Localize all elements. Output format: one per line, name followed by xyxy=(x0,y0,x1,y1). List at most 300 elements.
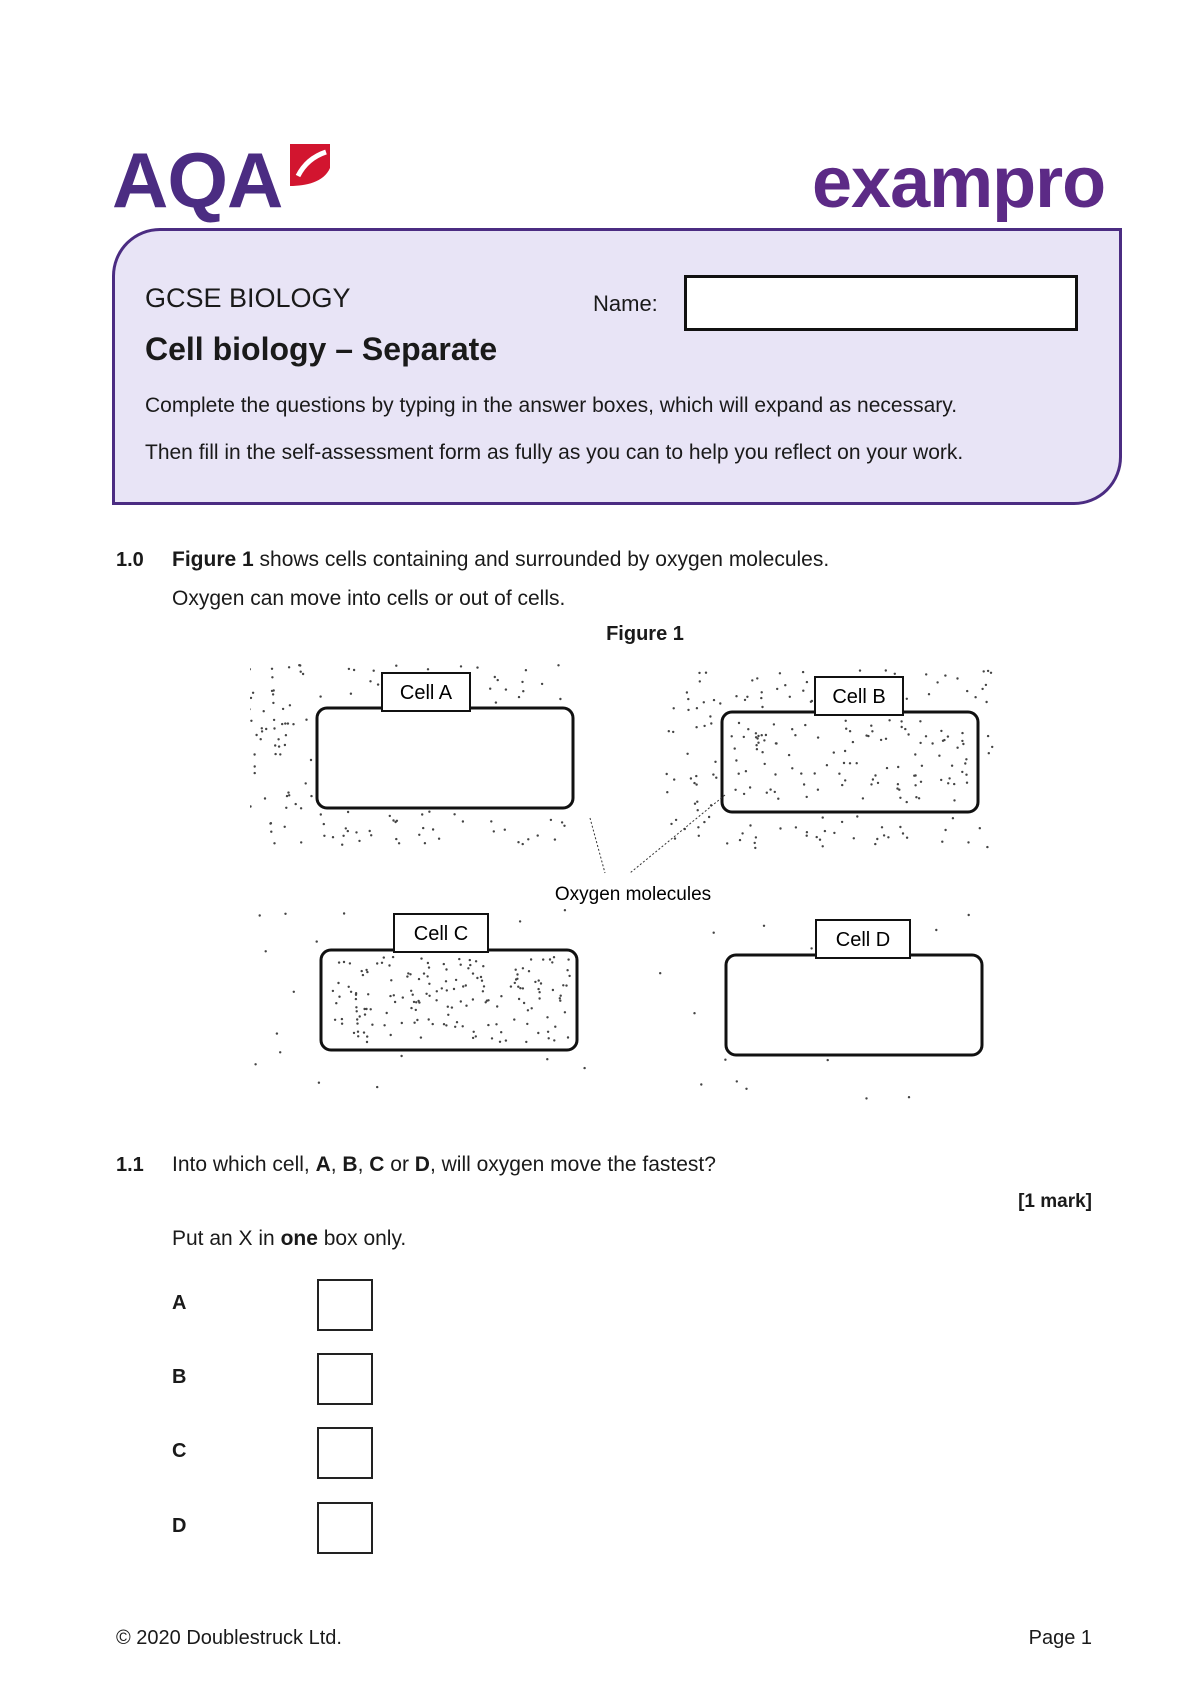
oxygen-dot xyxy=(446,989,448,991)
oxygen-dot xyxy=(538,997,540,999)
instruction-line-1: Complete the questions by typing in the answer boxes, which will expand as necessary. xyxy=(145,394,958,417)
oxygen-dot xyxy=(475,960,477,962)
oxygen-dot xyxy=(525,1041,527,1043)
oxygen-dot xyxy=(481,980,483,982)
oxygen-dot xyxy=(355,831,357,833)
oxygen-dot xyxy=(250,697,252,699)
oxygen-dot xyxy=(735,695,737,697)
oxygen-dot xyxy=(253,753,255,755)
oxygen-dot xyxy=(872,778,874,780)
oxygen-dot xyxy=(456,1021,458,1023)
oxygen-dot xyxy=(697,809,699,811)
instruction-line-2: Then fill in the self-assessment form as fully as you can to help you reflect on your work. xyxy=(145,441,964,464)
oxygen-dot xyxy=(338,961,340,963)
oxygen-dot xyxy=(983,670,985,672)
oxygen-dot xyxy=(806,831,808,833)
oxygen-dot xyxy=(754,847,756,849)
oxygen-dot xyxy=(810,947,812,949)
oxygen-dot xyxy=(693,1012,695,1014)
oxygen-dot xyxy=(254,1063,256,1065)
oxygen-dot xyxy=(674,837,676,839)
oxygen-dot xyxy=(906,837,908,839)
oxygen-dot xyxy=(370,1008,372,1010)
oxygen-dot xyxy=(514,982,516,984)
oxygen-dot xyxy=(757,735,759,737)
oxygen-dot xyxy=(357,1035,359,1037)
oxygen-dot xyxy=(697,826,699,828)
oxygen-dot xyxy=(819,839,821,841)
oxygen-dot xyxy=(407,972,409,974)
oxygen-dot xyxy=(913,775,915,777)
oxygen-dot xyxy=(496,1005,498,1007)
oxygen-dot xyxy=(300,807,302,809)
oxygen-dot xyxy=(881,826,883,828)
oxygen-dot xyxy=(299,664,301,666)
oxygen-dot xyxy=(300,671,302,673)
oxygen-dot xyxy=(774,791,776,793)
oxygen-dot xyxy=(852,741,854,743)
oxygen-dot xyxy=(310,795,312,797)
marks-label: [1 mark] xyxy=(1018,1191,1092,1212)
oxygen-dot xyxy=(255,734,257,736)
oxygen-dot xyxy=(271,668,273,670)
oxygen-dot xyxy=(833,751,835,753)
oxygen-dot xyxy=(925,735,927,737)
oxygen-dot xyxy=(348,986,350,988)
oxygen-dot xyxy=(944,674,946,676)
oxygen-dot xyxy=(900,720,902,722)
oxygen-dot xyxy=(710,722,712,724)
oxygen-dot xyxy=(887,836,889,838)
oxygen-dot xyxy=(761,706,763,708)
oxygen-dot xyxy=(856,762,858,764)
oxygen-dot xyxy=(549,958,551,960)
oxygen-dot xyxy=(703,725,705,727)
oxygen-dot xyxy=(359,1015,361,1017)
oxygen-dot xyxy=(260,738,262,740)
cell-b-label: Cell B xyxy=(832,686,886,708)
oxygen-dot xyxy=(942,740,944,742)
oxygen-dot xyxy=(540,982,542,984)
oxygen-dot xyxy=(739,839,741,841)
oxygen-dot xyxy=(538,991,540,993)
oxygen-dot xyxy=(522,987,524,989)
oxygen-dot xyxy=(469,964,471,966)
oxygen-dot xyxy=(383,1024,385,1026)
oxygen-dot xyxy=(817,736,819,738)
oxygen-dot xyxy=(877,782,879,784)
oxygen-dot xyxy=(956,677,958,679)
aqa-swoosh-icon xyxy=(284,138,334,190)
oxygen-dot xyxy=(476,977,478,979)
oxygen-dot xyxy=(495,1023,497,1025)
oxygen-dot xyxy=(453,988,455,990)
oxygen-dot xyxy=(673,707,675,709)
oxygen-dot xyxy=(914,753,916,755)
oxygen-dot xyxy=(918,797,920,799)
oxygen-dot xyxy=(564,909,566,911)
oxygen-dot xyxy=(554,1026,556,1028)
oxygen-dot xyxy=(345,827,347,829)
oxygen-dot xyxy=(557,664,559,666)
oxygen-dot xyxy=(438,838,440,840)
oxygen-dot xyxy=(428,995,430,997)
oxygen-dot xyxy=(746,696,748,698)
oxygen-dot xyxy=(497,679,499,681)
oxygen-dot xyxy=(519,987,521,989)
oxygen-dot xyxy=(897,766,899,768)
oxygen-dot xyxy=(271,676,273,678)
oxygen-dot xyxy=(804,724,806,726)
copyright: © 2020 Doublestruck Ltd. xyxy=(116,1627,342,1649)
cell-d-label: Cell D xyxy=(835,929,891,951)
oxygen-dot xyxy=(894,673,896,675)
oxygen-dot xyxy=(668,730,670,732)
oxygen-dot xyxy=(883,834,885,836)
oxygen-dot xyxy=(904,728,906,730)
oxygen-dot xyxy=(278,745,280,747)
oxygen-dot xyxy=(527,1009,529,1011)
oxygen-dot xyxy=(713,932,715,934)
oxygen-dot xyxy=(350,693,352,695)
oxygen-dot xyxy=(659,972,661,974)
oxygen-dot xyxy=(802,671,804,673)
oxygen-dot xyxy=(874,774,876,776)
oxygen-dot xyxy=(250,708,251,710)
oxygen-dot xyxy=(356,1018,358,1020)
oxygen-dot xyxy=(564,1011,566,1013)
oxygen-dot xyxy=(763,739,765,741)
oxygen-dot xyxy=(794,734,796,736)
oxygen-dot xyxy=(991,746,993,748)
oxygen-dot xyxy=(814,772,816,774)
oxygen-dot xyxy=(673,778,675,780)
oxygen-dot xyxy=(261,730,263,732)
oxygen-dot xyxy=(305,782,307,784)
oxygen-dot xyxy=(284,744,286,746)
oxygen-dot xyxy=(686,691,688,693)
oxygen-dot xyxy=(990,672,992,674)
oxygen-dot xyxy=(760,697,762,699)
oxygen-dot xyxy=(366,1041,368,1043)
oxygen-dot xyxy=(672,731,674,733)
oxygen-dot xyxy=(542,958,544,960)
oxygen-dot xyxy=(285,734,287,736)
oxygen-dot xyxy=(966,690,968,692)
oxygen-dot xyxy=(413,1022,415,1024)
oxygen-dot xyxy=(493,830,495,832)
oxygen-dot xyxy=(522,843,524,845)
oxygen-dot xyxy=(962,743,964,745)
oxygen-dot xyxy=(350,991,352,993)
aqa-logo-text: AQA xyxy=(112,136,283,224)
oxygen-dot xyxy=(568,975,570,977)
oxygen-dot xyxy=(355,1006,357,1008)
oxygen-dot xyxy=(428,966,430,968)
oxygen-dot xyxy=(726,842,728,844)
oxygen-dot xyxy=(907,733,909,735)
oxygen-dot xyxy=(347,830,349,832)
oxygen-dot xyxy=(420,957,422,959)
oxygen-dot xyxy=(696,707,698,709)
oxygen-dot xyxy=(355,998,357,1000)
oxygen-dot xyxy=(273,727,275,729)
oxygen-dot xyxy=(714,761,716,763)
oxygen-dot xyxy=(361,970,363,972)
oxygen-dot xyxy=(936,681,938,683)
oxygen-dot xyxy=(953,783,955,785)
cell-c-outline xyxy=(321,950,577,1050)
oxygen-dot xyxy=(902,832,904,834)
oxygen-dot xyxy=(968,914,970,916)
oxygen-dot xyxy=(451,1006,453,1008)
figure-reference: Figure 1 xyxy=(172,548,254,571)
oxygen-dot xyxy=(764,763,766,765)
oxygen-dot xyxy=(447,1006,449,1008)
oxygen-dot xyxy=(425,993,427,995)
oxygen-dot xyxy=(928,693,930,695)
oxygen-dot xyxy=(376,962,378,964)
oxygen-dot xyxy=(698,672,700,674)
oxygen-dot xyxy=(285,807,287,809)
oxygen-dot xyxy=(435,999,437,1001)
oxygen-dot xyxy=(765,734,767,736)
oxygen-dot xyxy=(838,773,840,775)
option-c-checkbox[interactable] xyxy=(317,1427,373,1479)
cell-b-outline xyxy=(722,712,978,812)
oxygen-dot xyxy=(490,820,492,822)
oxygen-dot xyxy=(756,737,758,739)
oxygen-dot xyxy=(284,913,286,915)
oxygen-dot xyxy=(472,972,474,974)
oxygen-dot xyxy=(965,758,967,760)
oxygen-dot xyxy=(849,730,851,732)
oxygen-dot xyxy=(537,988,539,990)
oxygen-dot xyxy=(703,821,705,823)
oxygen-dot xyxy=(453,813,455,815)
oxygen-dot xyxy=(276,1032,278,1034)
oxygen-dot xyxy=(755,744,757,746)
oxygen-dot xyxy=(432,828,434,830)
oxygen-dot xyxy=(940,779,942,781)
oxygen-dot xyxy=(513,1018,515,1020)
oxygen-dot xyxy=(952,817,954,819)
oxygen-dot xyxy=(938,755,940,757)
oxygen-dot xyxy=(443,963,445,965)
oxygen-dot xyxy=(817,789,819,791)
oxygen-dot xyxy=(445,980,447,982)
oxygen-dot xyxy=(941,841,943,843)
option-a-checkbox[interactable] xyxy=(317,1279,373,1331)
oxygen-dot xyxy=(795,826,797,828)
oxygen-dot xyxy=(421,813,423,815)
question-1-1-text: Into which cell, A, B, C or D, will oxygen move the fastest? xyxy=(172,1153,716,1176)
oxygen-dot xyxy=(390,1034,392,1036)
oxygen-dot xyxy=(695,783,697,785)
oxygen-dot xyxy=(462,1025,464,1027)
oxygen-dot xyxy=(822,845,824,847)
oxygen-dot xyxy=(269,822,271,824)
oxygen-dot xyxy=(775,742,777,744)
oxygen-dot xyxy=(947,735,949,737)
oxygen-dot xyxy=(695,726,697,728)
subject-title: GCSE BIOLOGY xyxy=(145,283,351,313)
oxygen-dot xyxy=(274,744,276,746)
oxygen-dot xyxy=(845,728,847,730)
oxygen-dot xyxy=(537,1032,539,1034)
oxygen-dot xyxy=(476,666,478,668)
oxygen-dot xyxy=(522,967,524,969)
oxygen-dot xyxy=(337,982,339,984)
oxygen-dot xyxy=(389,815,391,817)
oxygen-dot xyxy=(395,838,397,840)
oxygen-dot xyxy=(445,968,447,970)
oxygen-dot xyxy=(806,681,808,683)
oxygen-dot xyxy=(856,815,858,817)
oxygen-dot xyxy=(422,827,424,829)
oxygen-dot xyxy=(944,829,946,831)
oxygen-dot xyxy=(961,771,963,773)
option-d-checkbox[interactable] xyxy=(317,1502,373,1554)
name-label: Name: xyxy=(593,291,658,316)
oxygen-molecules-label: Oxygen molecules xyxy=(554,884,712,905)
oxygen-dot xyxy=(300,841,302,843)
oxygen-dot xyxy=(273,842,275,844)
oxygen-dot xyxy=(272,702,274,704)
oxygen-dot xyxy=(987,670,989,672)
oxygen-dot xyxy=(761,734,763,736)
oxygen-dot xyxy=(480,976,482,978)
oxygen-dot xyxy=(789,696,791,698)
oxygen-dot xyxy=(551,961,553,963)
oxygen-dot xyxy=(738,773,740,775)
oxygen-dot xyxy=(427,668,429,670)
oxygen-dot xyxy=(413,1001,415,1003)
oxygen-dot xyxy=(964,762,966,764)
oxygen-dot xyxy=(788,754,790,756)
figure-1-diagram xyxy=(250,655,1040,1105)
oxygen-dot xyxy=(546,1058,548,1060)
oxygen-dot xyxy=(288,666,290,668)
oxygen-dot xyxy=(370,834,372,836)
oxygen-dot xyxy=(254,765,256,767)
oxygen-dot xyxy=(888,719,890,721)
oxygen-dot xyxy=(482,965,484,967)
oxygen-dot xyxy=(482,990,484,992)
exampro-logo xyxy=(812,142,1130,224)
oxygen-dot xyxy=(358,840,360,842)
oxygen-dot xyxy=(472,998,474,1000)
oxygen-dot xyxy=(343,912,345,914)
oxygen-dot xyxy=(967,841,969,843)
oxygen-dot xyxy=(766,792,768,794)
oxygen-dot xyxy=(844,750,846,752)
oxygen-dot xyxy=(292,723,294,725)
oxygen-dot xyxy=(844,779,846,781)
oxygen-dot xyxy=(731,735,733,737)
oxygen-dot xyxy=(415,1001,417,1003)
name-field[interactable] xyxy=(684,275,1078,331)
oxygen-dot xyxy=(428,811,430,813)
oxygen-dot xyxy=(353,669,355,671)
figure-title: Figure 1 xyxy=(606,623,684,645)
oxygen-dot xyxy=(686,753,688,755)
oxygen-dot xyxy=(699,680,701,682)
oxygen-dot xyxy=(475,1035,477,1037)
oxygen-dot xyxy=(690,777,692,779)
oxygen-dot xyxy=(500,1031,502,1033)
oxygen-dot xyxy=(554,838,556,840)
oxygen-dot xyxy=(390,979,392,981)
oxygen-dot xyxy=(981,688,983,690)
oxygen-dot xyxy=(921,765,923,767)
question-text-line-2: Oxygen can move into cells or out of cells. xyxy=(172,587,566,610)
oxygen-dot xyxy=(755,732,757,734)
oxygen-dot xyxy=(356,1010,358,1012)
oxygen-dot xyxy=(523,1002,525,1004)
oxygen-dot xyxy=(919,742,921,744)
oxygen-dot xyxy=(687,709,689,711)
oxygen-dot xyxy=(988,752,990,754)
oxygen-dot xyxy=(521,681,523,683)
oxygen-dot xyxy=(541,683,543,685)
oxygen-dot xyxy=(885,669,887,671)
oxygen-dot xyxy=(779,672,781,674)
oxygen-dot xyxy=(424,842,426,844)
oxygen-dot xyxy=(559,1000,561,1002)
oxygen-dot xyxy=(940,730,942,732)
oxygen-dot xyxy=(666,773,668,775)
oxygen-dot xyxy=(843,762,845,764)
oxygen-dot xyxy=(527,838,529,840)
oxygen-dot xyxy=(381,962,383,964)
oxygen-dot xyxy=(447,1014,449,1016)
oxygen-dot xyxy=(281,723,283,725)
oxygen-dot xyxy=(562,984,564,986)
oxygen-dot xyxy=(279,753,281,755)
oxygen-dot xyxy=(394,1001,396,1003)
oxygen-dot xyxy=(259,914,261,916)
oxygen-dot xyxy=(670,823,672,825)
oxygen-dot xyxy=(293,991,295,993)
oxygen-dot xyxy=(951,765,953,767)
oxygen-dot xyxy=(272,693,274,695)
oxygen-dot xyxy=(410,1007,412,1009)
oxygen-dot xyxy=(263,710,265,712)
oxygen-dot xyxy=(987,735,989,737)
oxygen-dot xyxy=(416,1019,418,1021)
oxygen-dot xyxy=(335,1002,337,1004)
oxygen-dot xyxy=(914,784,916,786)
oxygen-dot xyxy=(443,1023,445,1025)
oxygen-dot xyxy=(806,835,808,837)
oxygen-dot xyxy=(979,827,981,829)
oxygen-dot xyxy=(810,701,812,703)
oxygen-dot xyxy=(986,846,988,848)
oxygen-dot xyxy=(284,722,286,724)
oxygen-dot xyxy=(548,1037,550,1039)
oxygen-dot xyxy=(583,1067,585,1069)
option-b-checkbox[interactable] xyxy=(317,1353,373,1405)
oxygen-dot xyxy=(441,987,443,989)
oxygen-dot xyxy=(483,985,485,987)
oxygen-dot xyxy=(531,1007,533,1009)
oxygen-dot xyxy=(841,821,843,823)
oxygen-dot xyxy=(806,796,808,798)
oxygen-dot xyxy=(896,787,898,789)
oxygen-dot xyxy=(791,728,793,730)
oxygen-dot xyxy=(566,969,568,971)
